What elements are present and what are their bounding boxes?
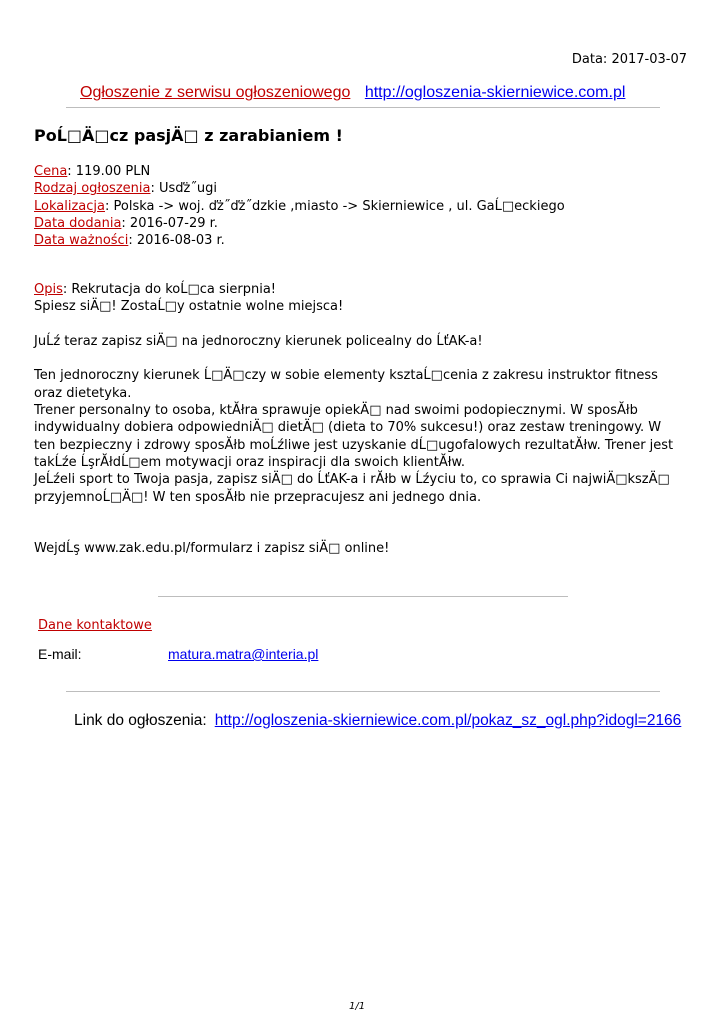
- contact-title: Dane kontaktowe: [38, 618, 152, 633]
- field-price: [34, 163, 565, 180]
- field-label: Cena: [34, 164, 68, 179]
- source-label: Ogłoszenie z serwisu ogłoszeniowego: [80, 84, 351, 101]
- email-link[interactable]: matura.matra@interia.pl: [168, 646, 319, 662]
- email-label: E-mail:: [38, 646, 82, 662]
- field-value: : Usďż˝ugi: [150, 181, 217, 197]
- description-paragraph: JeĹźeli sport to Twoja pasja, zapisz siÄ□ do ĹťAK-a i rĂłb w Ĺźyciu to, co sprawia Ci najwiÄ□kszÄ□ przyjemnoĹ□Ä□! W ten sposĂłb nie przepracujesz ani jednego dnia.: [34, 472, 670, 505]
- field-value: : 2016-08-03 r.: [128, 233, 225, 249]
- field-value: : 119.00 PLN: [67, 164, 151, 179]
- description-paragraph: WejdĹş www.zak.edu.pl/formularz i zapisz siÄ□ online!: [34, 541, 390, 557]
- field-value: : Polska -> woj. ďż˝ďż˝dzkie ,miasto -> Skierniewice , ul. GaĹ□eckiego: [104, 198, 565, 214]
- description-text: : Rekrutacja do koĹ□ca sierpnia!: [62, 282, 277, 297]
- field-value: : 2016-07-29 r.: [121, 215, 218, 231]
- ad-title: PoĹ□Ä□cz pasjÄ□ z zarabianiem !: [34, 126, 343, 145]
- divider: [158, 596, 568, 597]
- description-paragraph: Ten jednoroczny kierunek Ĺ□Ä□czy w sobie elementy ksztaĹ□cenia z zakresu instruktor fitness oraz dietetyka.: [34, 368, 658, 401]
- print-date: Data: 2017-03-07: [571, 52, 687, 67]
- field-label: Data dodania: [34, 215, 122, 231]
- field-expiry-date: [34, 232, 565, 249]
- site-link[interactable]: http://ogloszenia-skierniewice.com.pl: [364, 84, 626, 101]
- source-header: [80, 84, 625, 102]
- description-line: [34, 281, 674, 298]
- description-paragraph: Trener personalny to osoba, ktĂłra sprawuje opiekÄ□ nad swoimi podopiecznymi. W sposĂłb indywidualny dobiera odpowiedniÄ□ dietÄ□ (dieta to 70% sukcesu!) oraz zestaw treningowy. W ten bezpieczny i zdrowy sposĂłb moĹźliwe jest uzyskanie dĹ□ugofalowych rezultatĂłw. Trener jest takĹźe ĹşrĂłdĹ□em motywacji oraz inspiracji dla swoich klientĂłw.: [34, 403, 674, 470]
- description-paragraph: JuĹź teraz zapisz siÄ□ na jednoroczny kierunek policealny do ĹťAK-a!: [34, 333, 483, 349]
- field-label: Data ważności: [34, 233, 129, 249]
- divider: [66, 691, 660, 692]
- ad-link-label: Link do ogłoszenia:: [74, 712, 207, 729]
- ad-fields: [34, 163, 565, 249]
- field-label: Rodzaj ogłoszenia: [34, 181, 151, 197]
- ad-link-row: [74, 712, 681, 730]
- ad-link[interactable]: http://ogloszenia-skierniewice.com.pl/pokaz_sz_ogl.php?idogl=2166: [214, 712, 682, 729]
- ad-description: [34, 281, 674, 558]
- field-label: Lokalizacja: [34, 198, 105, 214]
- description-line: Spiesz siÄ□! ZostaĹ□y ostatnie wolne miejsca!: [34, 299, 344, 315]
- field-added-date: [34, 215, 565, 232]
- divider: [66, 107, 660, 108]
- page-number: 1/1: [349, 1001, 366, 1012]
- description-label: Opis: [34, 282, 63, 297]
- field-type: [34, 180, 565, 197]
- field-location: [34, 198, 565, 215]
